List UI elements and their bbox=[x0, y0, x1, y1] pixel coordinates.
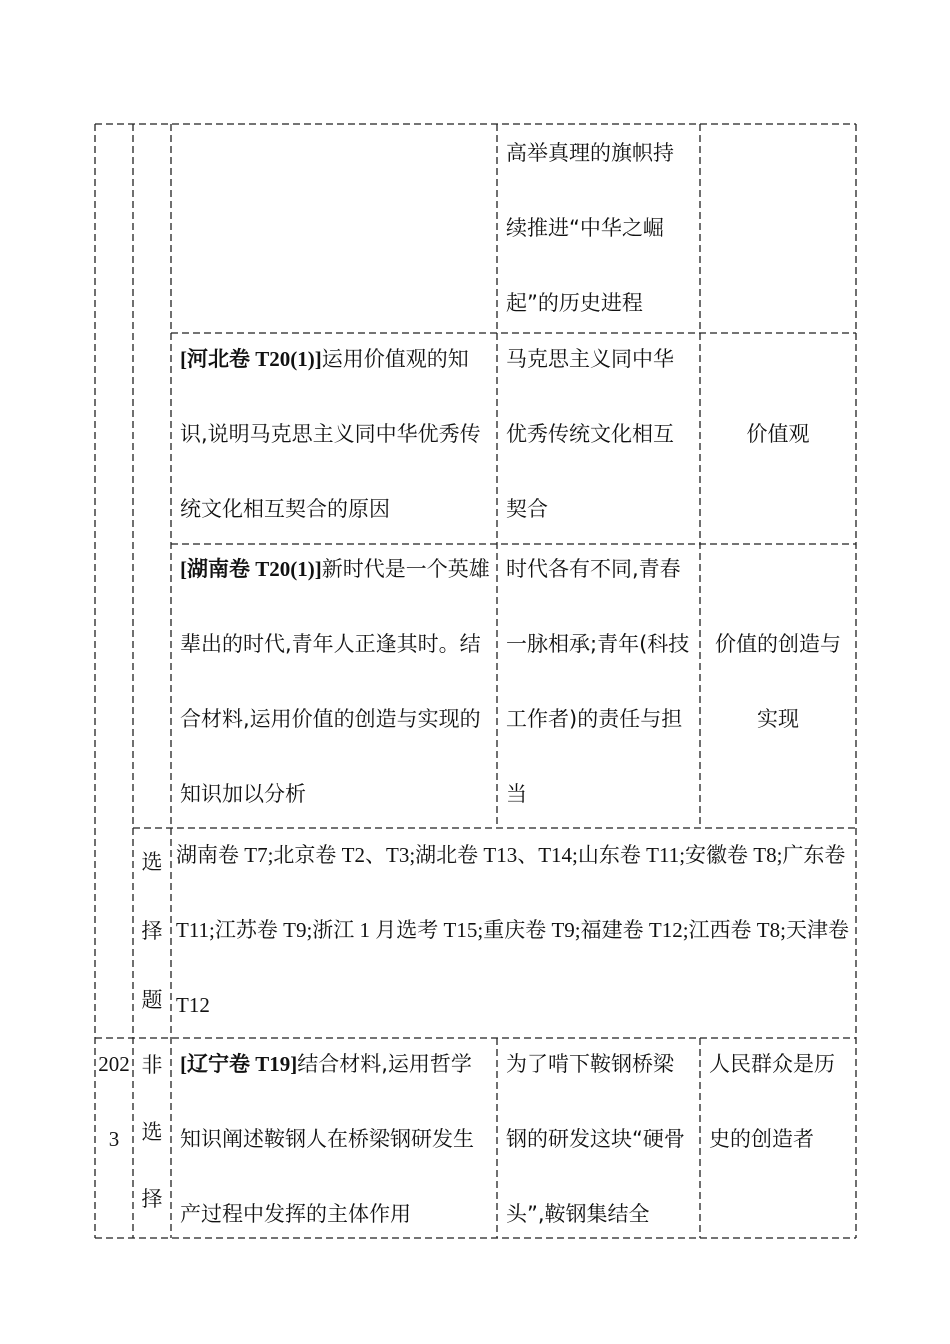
liaoning-question-cell bbox=[171, 1027, 497, 1252]
liaoning-question: 结合材料,运用哲学知识阐述鞍钢人在桥梁钢研发生产过程中发挥的主体作用 bbox=[180, 1052, 474, 1226]
hunan-question: 新时代是一个英雄辈出的时代,青年人正逢其时。结合材料,运用价值的创造与实现的知识加以分析 bbox=[180, 557, 490, 806]
hebei-answer: 马克思主义同中华优秀传统文化相互契合 bbox=[506, 347, 674, 521]
liaoning-knowledge: 人民群众是历史的创造者 bbox=[709, 1052, 835, 1151]
nonchoice-type-cell bbox=[133, 1034, 171, 1230]
choice-type-cell bbox=[133, 828, 171, 1032]
liaoning-answer: 为了啃下鞍钢桥梁钢的研发这块“硬骨头”,鞍钢集结全 bbox=[506, 1052, 685, 1226]
hunan-answer-cell bbox=[497, 532, 700, 832]
hebei-ref: [河北卷 T20(1)] bbox=[180, 347, 322, 371]
nonchoice-type-char-3: 择 bbox=[141, 1187, 163, 1211]
choice-type-char-2: 择 bbox=[141, 919, 163, 943]
nonchoice-type-char-1: 非 bbox=[141, 1053, 163, 1077]
choice-content: 湖南卷 T7;北京卷 T2、T3;湖北卷 T13、T14;山东卷 T11;安徽卷 T8;广东卷 T11;江苏卷 T9;浙江 1 月选考 T15;重庆卷 T9;福建卷 T12;江西卷 T8;天津卷 T12 bbox=[176, 843, 849, 1017]
top-answer-text: 高举真理的旗帜持续推进“中华之崛起”的历史进程 bbox=[506, 141, 674, 315]
choice-content-cell bbox=[171, 818, 856, 1043]
year-text: 2023 bbox=[98, 1052, 130, 1151]
year-cell bbox=[95, 1027, 133, 1177]
choice-type-char-3: 题 bbox=[141, 988, 163, 1012]
hunan-ref: [湖南卷 T20(1)] bbox=[180, 557, 322, 581]
hebei-knowledge: 价值观 bbox=[746, 422, 810, 446]
hunan-question-cell bbox=[171, 532, 497, 832]
choice-type-char-1: 选 bbox=[141, 850, 163, 874]
hunan-answer: 时代各有不同,青春一脉相承;青年(科技工作者)的责任与担当 bbox=[506, 557, 690, 806]
liaoning-ref: [辽宁卷 T19] bbox=[180, 1052, 298, 1076]
hunan-knowledge: 价值的创造与实现 bbox=[715, 632, 841, 731]
top-answer-cell bbox=[497, 116, 700, 341]
hebei-answer-cell bbox=[497, 322, 700, 547]
liaoning-answer-cell bbox=[497, 1027, 700, 1252]
hebei-knowledge-cell bbox=[700, 397, 856, 472]
nonchoice-type-char-2: 选 bbox=[141, 1120, 163, 1144]
liaoning-knowledge-cell bbox=[700, 1027, 856, 1177]
hunan-knowledge-cell bbox=[700, 607, 856, 757]
hebei-question: 运用价值观的知识,说明马克思主义同中华优秀传统文化相互契合的原因 bbox=[180, 347, 481, 521]
hebei-question-cell bbox=[171, 322, 497, 547]
